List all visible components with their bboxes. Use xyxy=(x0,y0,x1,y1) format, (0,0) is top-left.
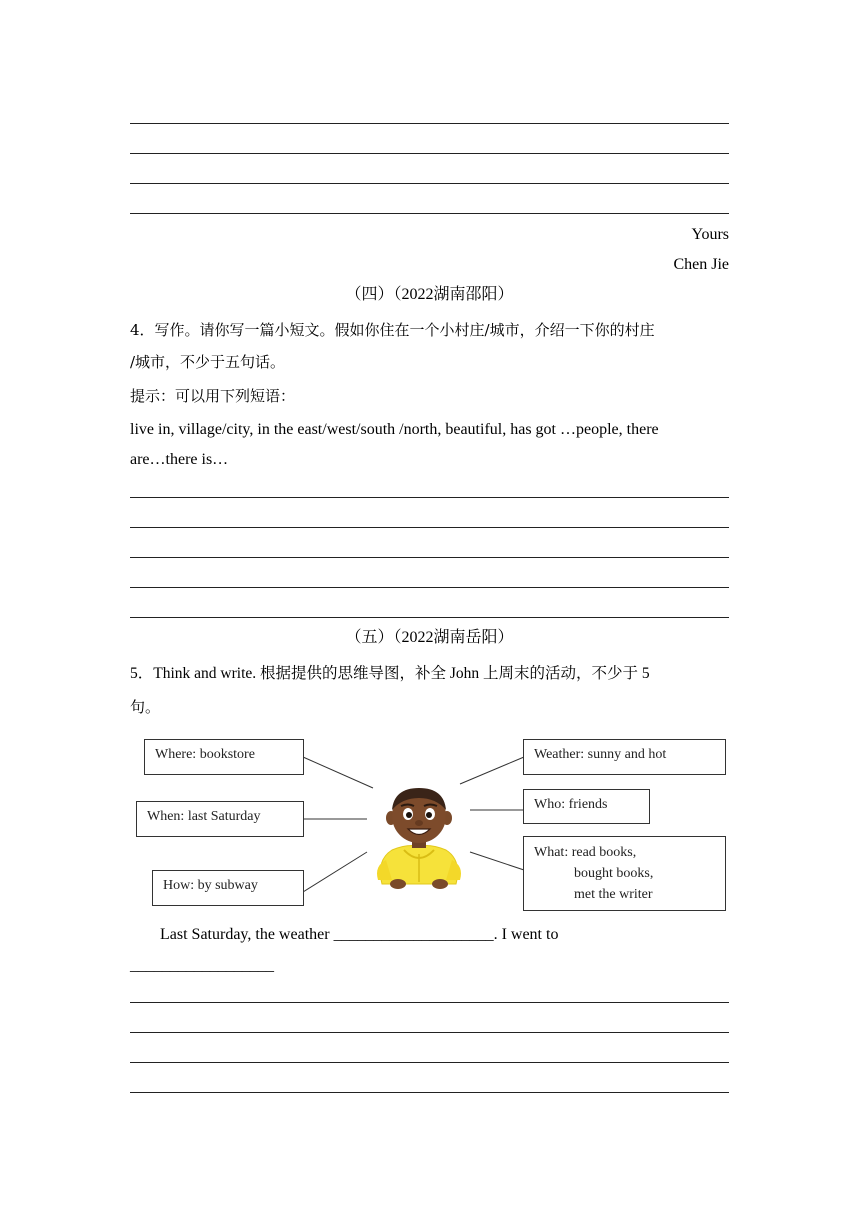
mindmap-what-line2: bought books, xyxy=(574,866,654,881)
mindmap-weather-box xyxy=(523,739,726,775)
writing-line xyxy=(130,1032,729,1033)
section4-prompt-line2: /城市，不少于五句话。 xyxy=(130,353,286,371)
mindmap-who-text: Who: friends xyxy=(534,797,608,812)
answer-blank-went-to[interactable]: __________________ xyxy=(130,957,274,974)
boy-illustration xyxy=(370,784,468,890)
mindmap-weather-text: Weather: sunny and hot xyxy=(534,747,667,762)
answer-starter-line xyxy=(160,925,558,945)
mindmap-how-box xyxy=(152,870,304,906)
mindmap-where-box xyxy=(144,739,304,775)
mindmap-what-line1: What: read books, xyxy=(534,845,637,860)
mindmap-when-text: When: last Saturday xyxy=(147,809,261,824)
mindmap-where-text: Where: bookstore xyxy=(155,747,255,762)
section4-prompt-line1: 4．写作。请你写一篇小短文。假如你住在一个小村庄/城市，介绍一下你的村庄 xyxy=(130,321,655,339)
section4-phrases-line2: are…there is… xyxy=(130,451,229,468)
writing-line xyxy=(130,1002,729,1003)
answer-starter-text-a: Last Saturday, the weather xyxy=(160,926,330,943)
section5-prompt-line1: 5．Think and write. 根据提供的思维导图，补全 John 上周末的活动，不少于 5 xyxy=(130,665,650,682)
section5-prompt-line2: 句。 xyxy=(130,698,161,716)
mindmap-who-box xyxy=(523,789,650,824)
letter-closing: Yours xyxy=(691,226,729,243)
section5-heading: （五）（2022湖南岳阳） xyxy=(345,629,514,646)
section4-heading: （四）（2022湖南邵阳） xyxy=(345,286,514,303)
answer-starter-text-b: . I went to xyxy=(493,926,559,943)
writing-line xyxy=(130,1092,729,1093)
mindmap-what-line3: met the writer xyxy=(574,887,653,902)
writing-line xyxy=(130,1062,729,1063)
mindmap-how-text: How: by subway xyxy=(163,878,258,893)
section4-phrases-line1: live in, village/city, in the east/west/south /north, beautiful, has got …people, there xyxy=(130,421,659,438)
letter-signature: Chen Jie xyxy=(673,256,729,273)
mindmap-when-box xyxy=(136,801,304,837)
answer-blank-weather[interactable]: ____________________ xyxy=(333,926,494,943)
mindmap-what-box xyxy=(523,836,726,911)
section4-hint-label: 提示：可以用下列短语： xyxy=(130,387,296,405)
